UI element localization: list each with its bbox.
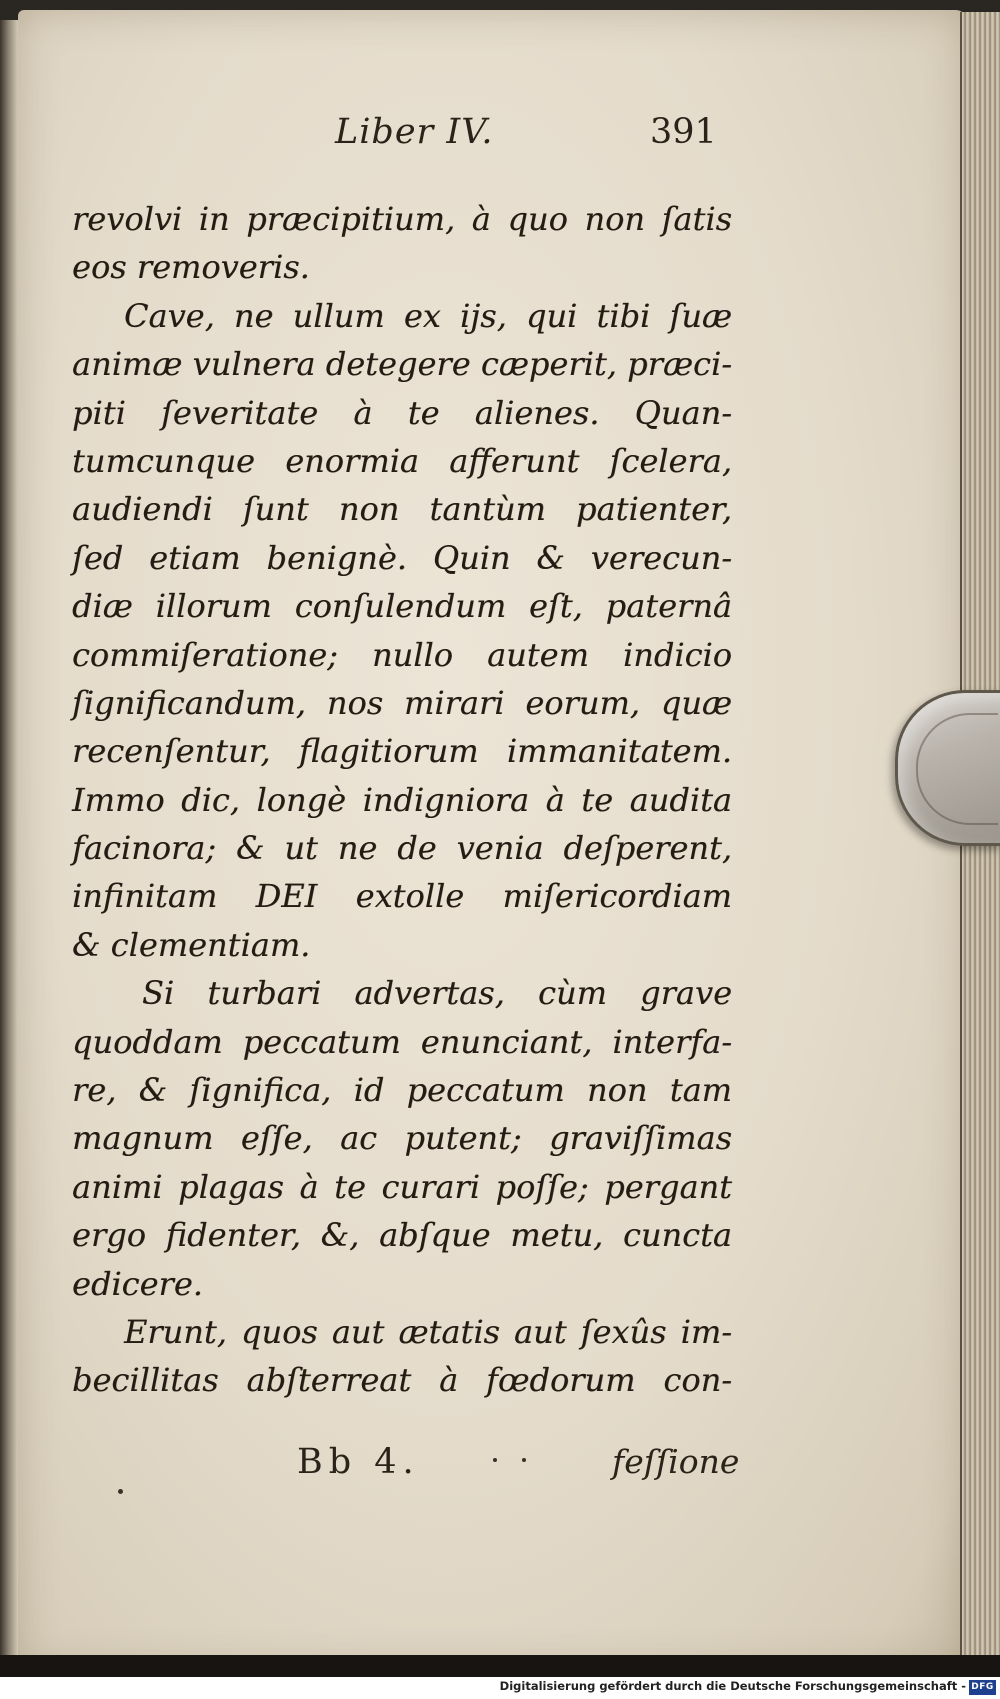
page-footer xyxy=(0,1442,1000,1492)
text-line: diæ illorum conſulendum eſt, paternâ xyxy=(72,587,732,626)
catchword: feſſione xyxy=(612,1442,740,1481)
ink-speck xyxy=(522,1458,526,1462)
page-header xyxy=(0,112,1000,162)
text-line: commiſeratione; nullo autem indicio xyxy=(72,635,732,674)
text-line: ſignificandum, nos mirari eorum, quæ xyxy=(72,683,732,722)
text-line: ergo fidenter, &, abſque metu, cuncta xyxy=(72,1216,732,1255)
ink-speck xyxy=(493,1458,497,1462)
body-text xyxy=(72,195,732,1405)
text-line: tumcunque enormia afferunt ſcelera, xyxy=(72,441,732,480)
text-line: piti ſeveritate à te alienes. Quan- xyxy=(72,393,732,432)
text-line: edicere. xyxy=(72,1264,203,1303)
dfg-logo: DFG xyxy=(969,1680,996,1695)
text-line: Cave, ne ullum ex ijs, qui tibi ſuæ xyxy=(124,296,732,335)
text-line: infinitam DEI extolle miſericordiam xyxy=(72,877,732,916)
running-head: Liber IV. xyxy=(335,112,494,152)
text-line: Immo dic, longè indigniora à te audita xyxy=(72,780,732,819)
text-line: revolvi in præcipitium, à quo non ſatis xyxy=(72,200,732,238)
bottom-shadow xyxy=(0,1655,1000,1677)
text-line: facinora; & ut ne de venia deſperent, xyxy=(72,829,732,868)
text-line: animi plagas à te curari poſſe; pergant xyxy=(72,1167,732,1206)
text-line: eos removeris. xyxy=(72,248,310,287)
text-line: & clementiam. xyxy=(72,925,311,964)
text-line: Erunt, quos aut ætatis aut ſexûs im- xyxy=(124,1312,732,1351)
text-line: magnum eſſe, ac putent; graviſſimas xyxy=(72,1119,732,1158)
clasp-rim xyxy=(916,713,998,825)
text-line: Si turbari advertas, cùm grave xyxy=(142,974,732,1013)
signature-mark: Bb 4. xyxy=(297,1442,420,1482)
page-number: 391 xyxy=(650,112,717,152)
ink-speck xyxy=(118,1489,123,1494)
text-line: audiendi ſunt non tantùm patienter, xyxy=(72,490,732,529)
text-line: animæ vulnera detegere cæperit, præci- xyxy=(72,345,732,384)
digitization-credit: Digitalisierung gefördert durch die Deutsche Forschungsgemeinschaft - xyxy=(499,1679,966,1693)
text-line: recenſentur, flagitiorum immanitatem. xyxy=(72,732,732,771)
text-line: becillitas abſterreat à fœdorum con- xyxy=(72,1361,732,1400)
text-line: re, & ſignifica, id peccatum non tam xyxy=(72,1071,732,1110)
text-line: ſed etiam benignè. Quin & verecun- xyxy=(72,538,732,577)
text-line: quoddam peccatum enunciant, interfa- xyxy=(72,1022,732,1061)
credit-bar xyxy=(0,1677,1000,1699)
